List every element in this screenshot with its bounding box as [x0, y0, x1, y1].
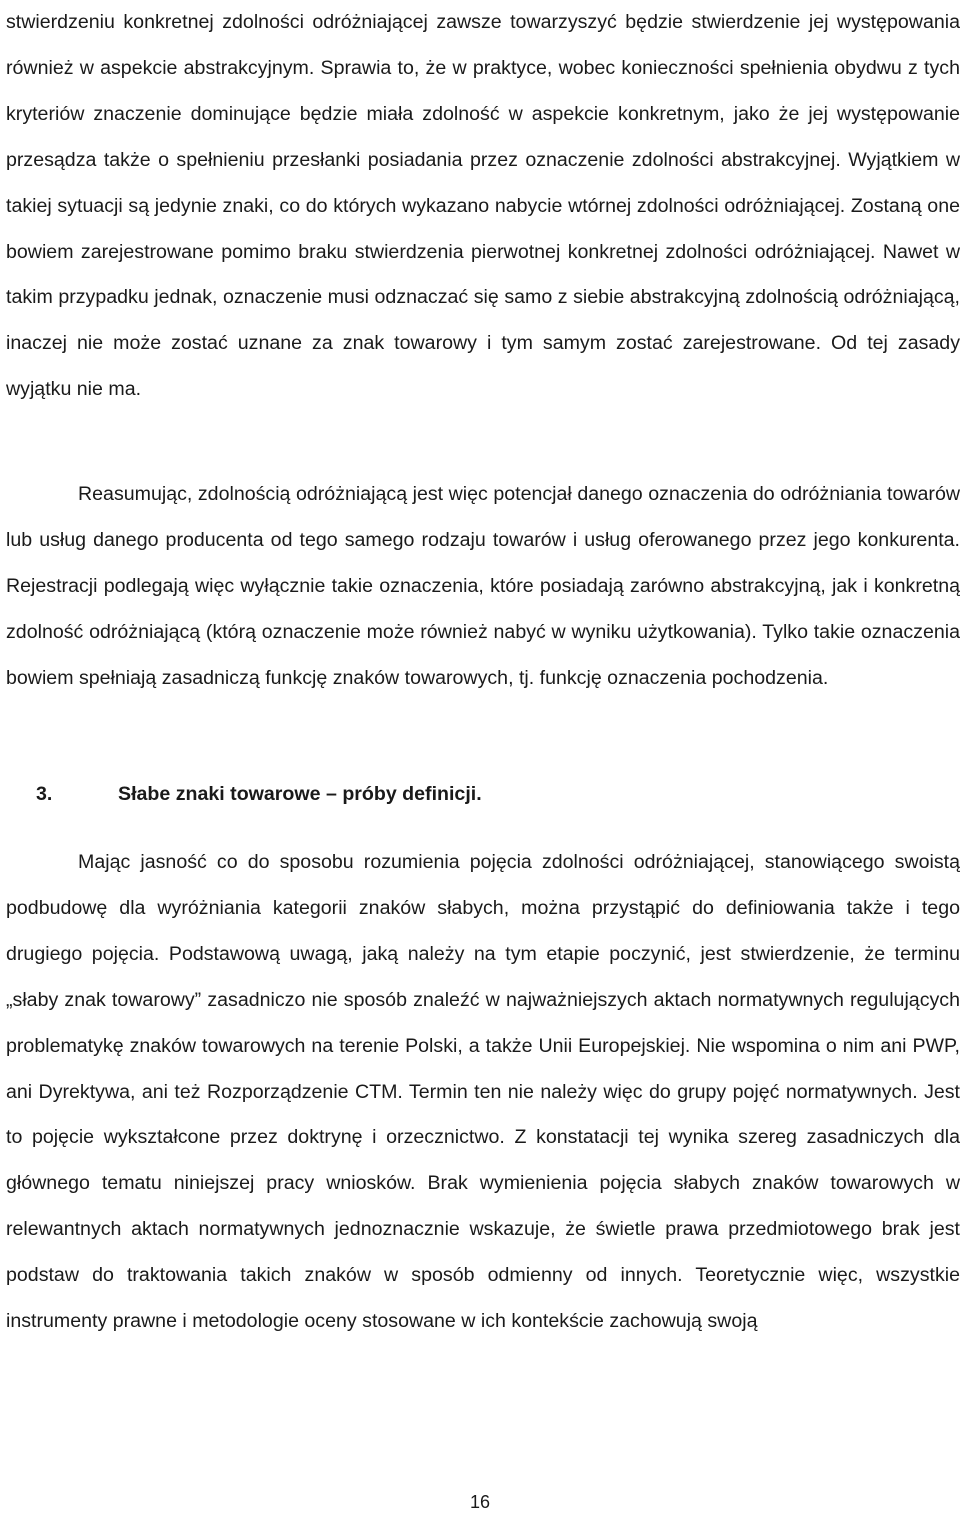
paragraph-definition: Mając jasność co do sposobu rozumienia pojęcia zdolności odróżniającej, stanowiącego swoistą podbudowę dla wyróżniania kategorii znaków słabych, można przystąpić do definiowania także i tego drugiego pojęcia. Podstawową uwagą, jaką należy na tym etapie poczynić, jest stwierdzenie, że terminu „słaby znak towarowy” zasadniczo nie sposób znaleźć w najważniejszych aktach normatywnych regulujących problematykę znaków towarowych na terenie Polski, a także Unii Europejskiej. Nie wspomina o nim ani PWP, ani Dyrektywa, ani też Rozporządzenie CTM. Termin ten nie należy więc do grupy pojęć normatywnych. Jest to pojęcie wykształcone przez doktrynę i orzecznictwo. Z konstatacji tej wynika szereg zasadniczych dla głównego tematu niniejszej pracy wniosków. Brak wymienienia pojęcia słabych znaków towarowych w relewantnych aktach normatywnych jednoznacznie wskazuje, że świetle prawa przedmiotowego brak jest podstaw do traktowania takich znaków w sposób odmienny od innych. Teoretycznie więc, wszystkie instrumenty prawne i metodologie oceny stosowane w ich kontekście zachowują swoją — [6, 851, 960, 1333]
paragraph-summary: Reasumując, zdolnością odróżniającą jest więc potencjał danego oznaczenia do odróżniania towarów lub usług danego producenta od tego samego rodzaju towarów i usług oferowanego przez jego konkurenta. Rejestracji podlegają więc wyłącznie takie oznaczenia, które posiadają zarówno abstrakcyjną, jak i konkretną zdolność odróżniającą (którą oznaczenie może również nabyć w wyniku użytkowania). Tylko takie oznaczenia bowiem spełniają zasadniczą funkcję znaków towarowych, tj. funkcję oznaczenia pochodzenia. — [6, 483, 960, 689]
page-number: 16 — [469, 1492, 491, 1512]
section-number: 3. — [36, 783, 53, 805]
section-heading — [36, 772, 482, 817]
paragraph-continuation: stwierdzeniu konkretnej zdolności odróżniającej zawsze towarzyszyć będzie stwierdzenie jej występowania również w aspekcie abstrakcyjnym. Sprawia to, że w praktyce, wobec konieczności spełnienia obydwu z tych kryteriów znaczenie dominujące będzie miała zdolność w aspekcie konkretnym, jako że jej występowanie przesądza także o spełnieniu przesłanki posiadania przez oznaczenie zdolności abstrakcyjnej. Wyjątkiem w takiej sytuacji są jedynie znaki, co do których wykazano nabycie wtórnej zdolności odróżniającej. Zostaną one bowiem zarejestrowane pomimo braku stwierdzenia pierwotnej konkretnej zdolności odróżniającej. Nawet w takim przypadku jednak, oznaczenie musi odznaczać się samo z siebie abstrakcyjną zdolnością odróżniającą, inaczej nie może zostać uznane za znak towarowy i tym samym zostać zarejestrowane. Od tej zasady wyjątku nie ma. — [6, 11, 960, 401]
section-title: Słabe znaki towarowe – próby definicji. — [118, 783, 482, 805]
